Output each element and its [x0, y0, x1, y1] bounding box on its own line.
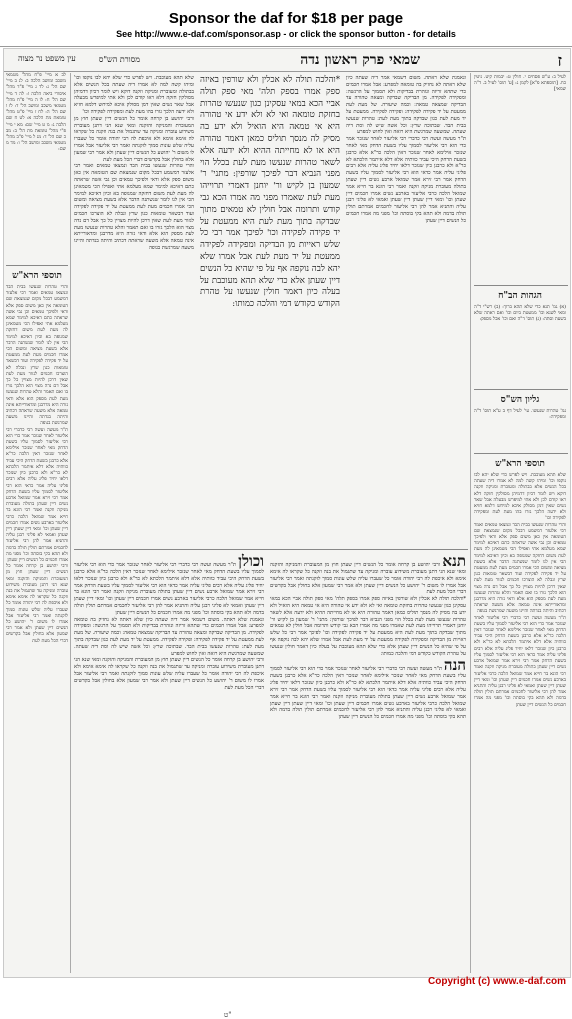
page-number: ז — [557, 51, 562, 70]
hagahot-column — [474, 287, 566, 387]
page-heading — [4, 49, 570, 72]
lower-commentary-left — [74, 553, 264, 968]
lower-big-word-1: וכולן — [238, 552, 264, 570]
lower-commentary-right-text-cont2: ת"ר מעשה ועשה רבי כדברי רבי אליעזר לאחר שנזכר אמר כדי הוא רבי אליעזר לסמוך עליו בשעת הדחק מאי לאחר שנזכר אילימא לאחר שנזכר דאין הלכה כר"א אלא כרבנן בשעת הדחק היכי עביד כוותיה אלא דלא איתמר הלכתא לא כר"א ולא כרבנן כיון שנזכר דלאו יחיד פליג עליה אלא רבים פליגי עליה אמר כדאי הוא רבי אליעזר לסמוך עליו בשעת הדחק אמר רבי זירא אמר שמואל ארבע נשים דיין שעתן בתולה מעוברת מניקה וזקנה ואמר רבי הונא בר חייא אמר שמואל הלכה כרבי אליעזר בארבע נשים אמרו חכמים דיין שעתן וכו' ומאי דיין שעתן דיין שעתן ואמאי לא פליגי רבנן עליה והתניא אמר להן רבי אליעזר לחכמים אמרתם תולין תולה בדמה ולא תהא בקי בוסתה וכו' מפני מה אמרו חכמים כל הנשים דיין שעתן — [270, 666, 466, 721]
tosafot-harosh-text: והרי טהרות שנעשו בבית הבד ונמצאו טמאים ואמר רבי אלעזר דמשמע דבכל מקום שנמצאת שם הטומאה אין כאן משום ספק אלא ודאי ולפיכך טמאים וכן גבי אשה שראתה כתם דאיכא למימר שמא מעלמא אתי ואפילו הכי מטמאינן לה מעת לעת משום דחזקה שמגופה בא וכיון דאיכא למימר הכי אין לנו לומר שנשתנה הדבר אלא בשעת מציאה ומשום הכי אמרו חכמים מעת לעת ממעטת על יד פקידה לפקידה ועוד דבשאר טומאות כגון שרץ ונבלה לא הוצרכו חכמים לגזור מעת לעת שאין דרכן להיות מצויין כל כך אבל דם נדה מצוי הוא הלכך גזרו בו ואם תאמר והלא טהרות שנעשו מעת לעת מספק הוא אלא ודאי גזרה היא מדרבנן ומדאורייתא אינה טמאה אלא משעה שראתה דכתיב והיתה בנדתה והיינו משעה שמרגשת בגופה — [6, 285, 68, 427]
divider — [474, 285, 568, 286]
lower-commentary-right-text-cont: *והלכה תולה לא אכלין ולא שורפין באיזה ספק אמרו בספק תלה' מאי ספק תולה אביי הכא במאי עסקינן כגון שנעשו טהרות בחזקת טומאה ואי לא ולא ידע אי טהורה היא אי טמאה היא הואיל ולא ידע בה מסיק לה מנסך תוליס כמאן דאמר טהורה היא או לא מחייתה ההיא ולא ידעה אלא לשאר טהרות שנעשו מעת לעת בכלל הוי מפני הנביא דבר לפיכך שורפין: מתני' ר' שמעון בן לקיש ור' יוחנן דאמרי תרוייהו מעת לעת שאמרו מפני מה אמרו הכא גבי קודש ותרומה אבל חולין לא טמאים מתוך שבדקה בתוך מעת לעת היא ממעטת על יד פקידה לפקידה וכו' לפיכך אמר רבי כל שלש ראייות מן הבדיקה ומפקידה לפקידה ממעטת על יד מעת לעת אבל אמרו שלא יהא לבה נוקפה אף על פי שהיא כל הנשים דיין שעתן אלא כדי שלא תהא מעוכבת על בעלה כיון דאמר חולין שנעשו על טהרת הקודש כקודש דמי והלכה כמותו: — [270, 596, 466, 657]
rashi-text-cont: ת"ר מעשה ועשה רבי כדברי רבי אליעזר לאחר שנזכר אמר כדי הוא רבי אליעזר לסמוך עליו בשעת הדחק מאי לאחר שנזכר אילימא לאחר שנזכר דאין הלכה כר"א אלא כרבנן בשעת הדחק היכי עביד כוותיה אלא דלא איתמר הלכתא לא כר"א ולא כרבנן כיון שנזכר דלאו יחיד פליג עליה אלא רבים פליגי עליה אמר כדאי הוא רבי אליעזר לסמוך עליו בשעת הדחק אמר רבי זירא אמר שמואל ארבע נשים דיין שעתן בתולה מעוברת מניקה וזקנה ואמר רבי הונא בר חייא אמר שמואל הלכה כרבי אליעזר בארבע נשים אמרו חכמים דיין שעתן וכו' ומאי דיין שעתן דיין שעתן ואמאי לא פליגי רבנן עליה והתניא אמר להן רבי אליעזר לחכמים אמרתם תולין תולה בדמה ולא תהא בקי בוסתה וכו' מפני מה אמרו חכמים כל הנשים דיין שעתן — [346, 136, 466, 224]
tosafot-text-cont2: והרי טהרות שנעשו בבית הבד ונמצאו טמאים ואמר רבי אלעזר דמשמע דבכל מקום שנמצאת שם הטומאה אין כאן משום ספק אלא ודאי ולפיכך טמאים וכן גבי אשה שראתה כתם דאיכא למימר שמא מעלמא אתי ואפילו הכי מטמאינן לה מעת לעת משום דחזקה שמגופה בא וכיון דאיכא למימר הכי אין לנו לומר שנשתנה הדבר אלא בשעת מציאה ומשום הכי אמרו חכמים מעת לעת ממעטת על יד פקידה לפקידה ועוד דבשאר טומאות כגון שרץ ונבלה לא הוצרכו חכמים לגזור מעת לעת שאין דרכן להיות מצויין כל כך אבל דם נדה מצוי הוא הלכך גזרו בו ואם תאמר והלא טהרות שנעשו מעת לעת מספק הוא אלא ודאי גזרה היא מדרבנן ומדאורייתא אינה טמאה אלא משעה שראתה דכתיב והיתה בנדתה והיינו משעה שמרגשת בגופה — [74, 163, 194, 251]
page-footer-number: ט" — [224, 1011, 232, 1019]
ein-mishpat-label: עין משפט נר מצוה — [18, 54, 76, 63]
tosafot-harosh-right-text: שלא תהא מעוכבת. ויש לפרש כדי שלא יהא לבו נוקפו וכו' ומיהו קשה למה לא אמרו דיה שעתה בכל הנשים אלא בבתולה ומעוברת ומניקה וזקנה דוקא ויש לומר דכיון דדמיהן מסולקין חזקה דלא ראו קודם לכן ולא אתי למיפרש מבעלה אבל שאר נשים שאין דמן מסולק איכא למיחש דלמא חזיא ולא ידעה הלכך גזרו בהו מעת לעת ומפקידה לפקידה וכו' — [474, 473, 566, 522]
hagahot-text: (א) גמ' תנא כדי שלא תהא ברוך: (ב) רש"י ד"ה ומאי לשנא וכו' ממעטת ביום וכו' ואם ראתה שלא בשעת וסתה: (ג) תוס' ד"ה ואם וכו' אכל מספק: — [474, 305, 566, 323]
tosafot-text-cont: ורבי יהושע בן קרחה אומר כל הנשים דיין שעתן חוץ מן המעוברת והמניקה והזקנה ומאי שנא הני דתנן מעוברת משידוע עוברה ומניקה עד שתגמול את בנה וזקנה כל שקראו לה אימא אימא ולא איכפת לה רבי יהודה אומר כל שעברו עליה שלש עונות סמוך לזקנתה ואמר רבי אליעזר אבל אמרו לו משום ר' יהושע כל הנשים דיין שעתן ולא אמר רבי שמעון אלא בחולין אבל בקדשים דברי הכל מעת לעת — [74, 115, 194, 163]
divider — [474, 389, 568, 390]
gemara-main-text — [200, 75, 340, 545]
rashi-column — [346, 75, 466, 545]
gilyon-column — [474, 391, 566, 451]
lower-commentary-right-text: ורבי יהושע בן קרחה אומר כל הנשים דיין שעתן חוץ מן המעוברת והמניקה והזקנה ומאי שנא הני דתנן מעוברת משידוע עוברה ומניקה עד שתגמול את בנה וזקנה כל שקראו לה אימא אימא ולא איכפת לה רבי יהודה אומר כל שעברו עליה שלש עונות סמוך לזקנתה ואמר רבי אליעזר אבל אמרו לו משום ר' יהושע כל הנשים דיין שעתן ולא אמר רבי שמעון אלא בחולין אבל בקדשים דברי הכל מעת לעת — [270, 562, 466, 596]
divider — [6, 265, 68, 266]
tosafot-harosh-right-text-cont2: ת"ר מעשה ועשה רבי כדברי רבי אליעזר לאחר שנזכר אמר כדי הוא רבי אליעזר לסמוך עליו בשעת הדחק מאי לאחר שנזכר אילימא לאחר שנזכר דאין הלכה כר"א אלא כרבנן בשעת הדחק היכי עביד כוותיה אלא דלא איתמר הלכתא לא כר"א ולא כרבנן כיון שנזכר דלאו יחיד פליג עליה אלא רבים פליגי עליה אמר כדאי הוא רבי אליעזר לסמוך עליו בשעת הדחק אמר רבי זירא אמר שמואל ארבע נשים דיין שעתן בתולה מעוברת מניקה וזקנה ואמר רבי הונא בר חייא אמר שמואל הלכה כרבי אליעזר בארבע נשים אמרו חכמים דיין שעתן וכו' ומאי דיין שעתן דיין שעתן ואמאי לא פליגי רבנן עליה והתניא אמר להן רבי אליעזר לחכמים אמרתם תולין תולה בדמה ולא תהא בקי בוסתה וכו' מפני מה אמרו חכמים כל הנשים דיין שעתן — [474, 615, 566, 708]
divider — [470, 73, 471, 973]
tosafot-harosh-title: תוספי הרא"ש — [12, 271, 62, 281]
tosafot-harosh-column — [6, 267, 68, 972]
rashi-text: ונאמנת שלא ראתה. משום דשמאי אמר דיה שעתה כיון שלא ראתה לא נחזיק בה טומאה למפרע: אבל אמרו חכמים כדי שתהא זריזה ונזהרת בבדיקות ולא תסמוך על הרגשה: ומפקידה לפקידה. מן הבדיקה שבדקה ומצאה טהורה עד הבדיקה שמצאה טמאה: וכמה שיעורה. של מעת לעת ממעטת על יד פקידה לפקידה: ופקידה לפקידה. ממעטת על יד מעת לעת כגון שבדקה בתוך מעת לעת: טהרות שנעשו בבית הבד. שבתוכה שרץ: וכל אשה שיש לה וסת דיה שעתה. שמשעה שמרגשת היא רואה ואין לחוש למפרע — [346, 75, 466, 136]
masoret-label: מסורת הש"ס — [98, 55, 140, 64]
ein-mishpat-text: לב א מיי' פ"ח מהל' מטמאי משכב ומושב הלכה ב: לג ב מיי' שם הל' ג: לד ג מיי' פ"ד מהל' איסורי ביאה הלכה ז: לה ד מיי' שם הל' ח: לו ה מיי' פ"ח מהל' מטמאי משכב ומושב הל' ד: לז ו שם הל' ה: לח ז מיי' פ"ט מהל' טומאת מת הלכה א: לט ח שם הלכה ג: מ ט מיי' שם: מא י מיי' פ"י מהל' טומאת מת הל' ב: מב כ שם הל' ד: מג ל מיי' פ"ב מהל' מטמאי משכב ומושב הל' ו: מד מ שם: — [6, 73, 66, 153]
divider — [74, 549, 468, 550]
tractate-title: שמאי פרק ראשון נדה — [300, 52, 420, 68]
tosafot-harosh-right-text-cont: והרי טהרות שנעשו בבית הבד ונמצאו טמאים ואמר רבי אלעזר דמשמע דבכל מקום שנמצאת שם הטומאה אין כאן משום ספק אלא ודאי ולפיכך טמאים וכן גבי אשה שראתה כתם דאיכא למימר שמא מעלמא אתי ואפילו הכי מטמאינן לה מעת לעת משום דחזקה שמגופה בא וכיון דאיכא למימר הכי אין לנו לומר שנשתנה הדבר אלא בשעת מציאה ומשום הכי אמרו חכמים מעת לעת ממעטת על יד פקידה לפקידה ועוד דבשאר טומאות כגון שרץ ונבלה לא הוצרכו חכמים לגזור מעת לעת שאין דרכן להיות מצויין כל כך אבל דם נדה מצוי הוא הלכך גזרו בו ואם תאמר והלא טהרות שנעשו מעת לעת מספק הוא אלא ודאי גזרה היא מדרבנן ומדאורייתא אינה טמאה אלא משעה שראתה דכתיב והיתה בנדתה והיינו משעה שמרגשת בגופה — [474, 522, 566, 615]
lower-big-word-3: הנה — [443, 656, 466, 675]
divider — [474, 453, 568, 454]
copyright-link[interactable]: Copyright (c) www.e-daf.com — [428, 976, 566, 987]
sponsor-subtitle[interactable]: See http://www.e-daf.com/sponsor.asp - or click the sponsor button - for details — [116, 29, 456, 39]
sponsor-title[interactable]: Sponsor the daf for $18 per page — [168, 10, 404, 27]
tosafot-harosh-text-cont2: ורבי יהושע בן קרחה אומר כל הנשים דיין שעתן חוץ מן המעוברת והמניקה והזקנה ומאי שנא הני דתנן מעוברת משידוע עוברה ומניקה עד שתגמול את בנה וזקנה כל שקראו לה אימא אימא ולא איכפת לה רבי יהודה אומר כל שעברו עליה שלש עונות סמוך לזקנתה ואמר רבי אליעזר אבל אמרו לו משום ר' יהושע כל הנשים דיין שעתן ולא אמר רבי שמעון אלא בחולין אבל בקדשים דברי הכל מעת לעת — [6, 564, 68, 644]
gemara-text: *והלכה תולה לא אכלין ולא שורפין באיזה ספק אמרו בספק תלה' מאי ספק תולה אביי הכא במאי עסקינן כגון שנעשו טהרות בחזקת טומאה ואי לא ולא ידע אי טהורה היא אי טמאה היא הואיל ולא ידע בה מסיק לה מנסך תוליס כמאן דאמר טהורה היא או לא מחייתה ההיא ולא ידעה אלא לשאר טהרות שנעשו מעת לעת בכלל הוי מפני הנביא דבר לפיכך שורפין: מתני' ר' שמעון בן לקיש ור' יוחנן דאמרי תרוייהו מעת לעת שאמרו מפני מה אמרו הכא גבי קודש ותרומה אבל חולין לא טמאים מתוך שבדקה בתוך מעת לעת היא ממעטת על יד פקידה לפקידה וכו' לפיכך אמר רבי כל שלש ראייות מן הבדיקה ומפקידה לפקידה ממעטת על יד מעת לעת אבל אמרו שלא יהא לבה נוקפה אף על פי שהיא כל הנשים דיין שעתן אלא כדי שלא תהא מעוכבת על בעלה כיון דאמר חולין שנעשו על טהרת הקודש כקודש דמי והלכה כמותו: — [200, 75, 340, 310]
tosafot-harosh-right-column — [474, 455, 566, 973]
lower-commentary-left-text-cont2: ורבי יהושע בן קרחה אומר כל הנשים דיין שעתן חוץ מן המעוברת והמניקה והזקנה ומאי שנא הני דתנן מעוברת משידוע עוברה ומניקה עד שתגמול את בנה וזקנה כל שקראו לה אימא אימא ולא איכפת לה רבי יהודה אומר כל שעברו עליה שלש עונות סמוך לזקנתה ואמר רבי אליעזר אבל אמרו לו משום ר' יהושע כל הנשים דיין שעתן ולא אמר רבי שמעון אלא בחולין אבל בקדשים דברי הכל מעת לעת — [73, 657, 264, 691]
lower-big-word-2: תנא — [442, 552, 466, 570]
divider — [70, 73, 71, 973]
gilyon-text: גמ' טהרות שנעשו. עי' לעיל דף ב ע"א תוס' ד"ה ומפקידה: — [474, 409, 566, 421]
tosafot-text: שלא תהא מעוכבת. ויש לפרש כדי שלא יהא לבו נוקפו וכו' ומיהו קשה למה לא אמרו דיה שעתה בכל הנשים אלא בבתולה ומעוברת ומניקה וזקנה דוקא ויש לומר דכיון דדמיהן מסולקין חזקה דלא ראו קודם לכן ולא אתי למיפרש מבעלה אבל שאר נשים שאין דמן מסולק איכא למיחש דלמא חזיא ולא ידעה הלכך גזרו בהו מעת לעת ומפקידה לפקידה וכו' — [74, 75, 194, 115]
masoret-column — [474, 75, 566, 285]
lower-commentary-right — [270, 553, 466, 968]
gilyon-title: גליון הש"ס — [500, 395, 540, 405]
ein-mishpat-column — [6, 73, 66, 263]
lower-commentary-left-text: ת"ר מעשה ועשה רבי כדברי רבי אליעזר לאחר שנזכר אמר כדי הוא רבי אליעזר לסמוך עליו בשעת הדחק מאי לאחר שנזכר אילימא לאחר שנזכר דאין הלכה כר"א אלא כרבנן בשעת הדחק היכי עביד כוותיה אלא דלא איתמר הלכתא לא כר"א ולא כרבנן כיון שנזכר דלאו יחיד פליג עליה אלא רבים פליגי עליה אמר כדאי הוא רבי אליעזר לסמוך עליו בשעת הדחק אמר רבי זירא אמר שמואל ארבע נשים דיין שעתן בתולה מעוברת מניקה וזקנה ואמר רבי הונא בר חייא אמר שמואל הלכה כרבי אליעזר בארבע נשים אמרו חכמים דיין שעתן וכו' ומאי דיין שעתן דיין שעתן ואמאי לא פליגי רבנן עליה והתניא אמר להן רבי אליעזר לחכמים אמרתם תולין תולה בדמה ולא תהא בקי בוסתה וכו' מפני מה אמרו חכמים כל הנשים דיין שעתן — [74, 562, 264, 616]
masoret-text: לעיל ב: ע"ש פסחים י. חולין ט: יבמות קיט. גיטין כח. [תוספתא פ"א] לקמן ג: [ע' תוס' לעיל ב. ד"ה שמאי] — [474, 75, 566, 93]
tosafot-harosh-right-title: תוספי הרא"ש — [495, 459, 545, 469]
lower-commentary-left-text-cont: ונאמנת שלא ראתה. משום דשמאי אמר דיה שעתה כיון שלא ראתה לא נחזיק בה טומאה למפרע: אבל אמרו חכמים כדי שתהא זריזה ונזהרת בבדיקות ולא תסמוך על הרגשה: ומפקידה לפקידה. מן הבדיקה שבדקה ומצאה טהורה עד הבדיקה שמצאה טמאה: וכמה שיעורה. של מעת לעת ממעטת על יד פקידה לפקידה: ופקידה לפקידה. ממעטת על יד מעת לעת כגון שבדקה בתוך מעת לעת: טהרות שנעשו בבית הבד. שבתוכה שרץ: וכל אשה שיש לה וסת דיה שעתה. שמשעה שמרגשת היא רואה ואין לחוש למפרע — [74, 616, 264, 657]
hagahot-title: הגהות הב"ח — [498, 291, 542, 301]
tosafot-column — [74, 75, 194, 545]
sponsor-banner[interactable] — [0, 0, 572, 47]
tosafot-harosh-text-cont: ת"ר מעשה ועשה רבי כדברי רבי אליעזר לאחר שנזכר אמר כדי הוא רבי אליעזר לסמוך עליו בשעת הדחק מאי לאחר שנזכר אילימא לאחר שנזכר דאין הלכה כר"א אלא כרבנן בשעת הדחק היכי עביד כוותיה אלא דלא איתמר הלכתא לא כר"א ולא כרבנן כיון שנזכר דלאו יחיד פליג עליה אלא רבים פליגי עליה אמר כדאי הוא רבי אליעזר לסמוך עליו בשעת הדחק אמר רבי זירא אמר שמואל ארבע נשים דיין שעתן בתולה מעוברת מניקה וזקנה ואמר רבי הונא בר חייא אמר שמואל הלכה כרבי אליעזר בארבע נשים אמרו חכמים דיין שעתן וכו' ומאי דיין שעתן דיין שעתן ואמאי לא פליגי רבנן עליה והתניא אמר להן רבי אליעזר לחכמים אמרתם תולין תולה בדמה ולא תהא בקי בוסתה וכו' מפני מה אמרו חכמים כל הנשים דיין שעתן — [5, 427, 68, 563]
